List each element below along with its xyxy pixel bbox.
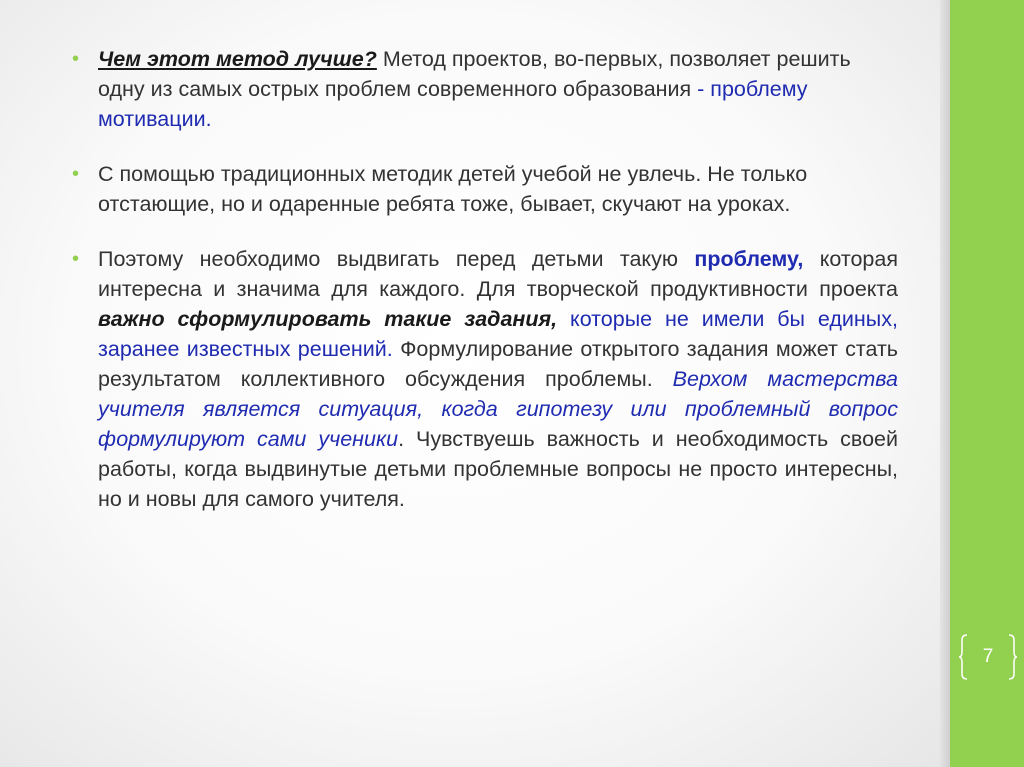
bullet-dot-icon: • [72,163,80,185]
bullet-dot-icon: • [72,48,80,70]
bullet-emphasis: важно сформулировать такие задания, [98,307,558,331]
bullet-keyword: проблему, [694,247,804,271]
bullet-text: Метод проектов, во-первых, позволяет решить одну из самых острых проблем современного образования [98,47,851,101]
bullet-text: . Чувствуешь важность и необходимость своей работы, когда выдвинутые детьми проблемные вопросы не просто интересны, но и новы для самого учителя. [98,427,898,511]
bullet-item-3 [72,244,898,514]
bullet-item-2 [72,159,898,219]
page-number: 7 [982,646,994,667]
side-divider [940,0,950,767]
bullet-dot-icon: • [72,248,80,270]
bullet-list [72,44,898,539]
bullet-item-1 [72,44,898,134]
bullet-text: Формулирование открытого задания может стать результатом коллективного обсуждения проблемы. [98,337,898,391]
bullet-blue-italic: Верхом мастерства учителя является ситуация, когда гипотезу или проблемный вопрос формулируют сами ученики [98,367,898,451]
bullet-highlight: - проблему мотивации. [98,77,808,131]
bullet-blue-text: которые не имели бы единых, заранее известных решений. [98,307,898,361]
bullet-text: Поэтому необходимо выдвигать перед детьми такую [98,247,695,271]
bullet-text: С помощью традиционных методик детей учебой не увлечь. Не только отстающие, но и одаренные ребята тоже, бывает, скучают на уроках. [98,162,808,216]
page-number-badge [959,633,1017,681]
bullet-lead: Чем этот метод лучше? [98,47,377,71]
bullet-text: которая интересна и значима для каждого. Для творческой продуктивности проекта [98,247,898,301]
